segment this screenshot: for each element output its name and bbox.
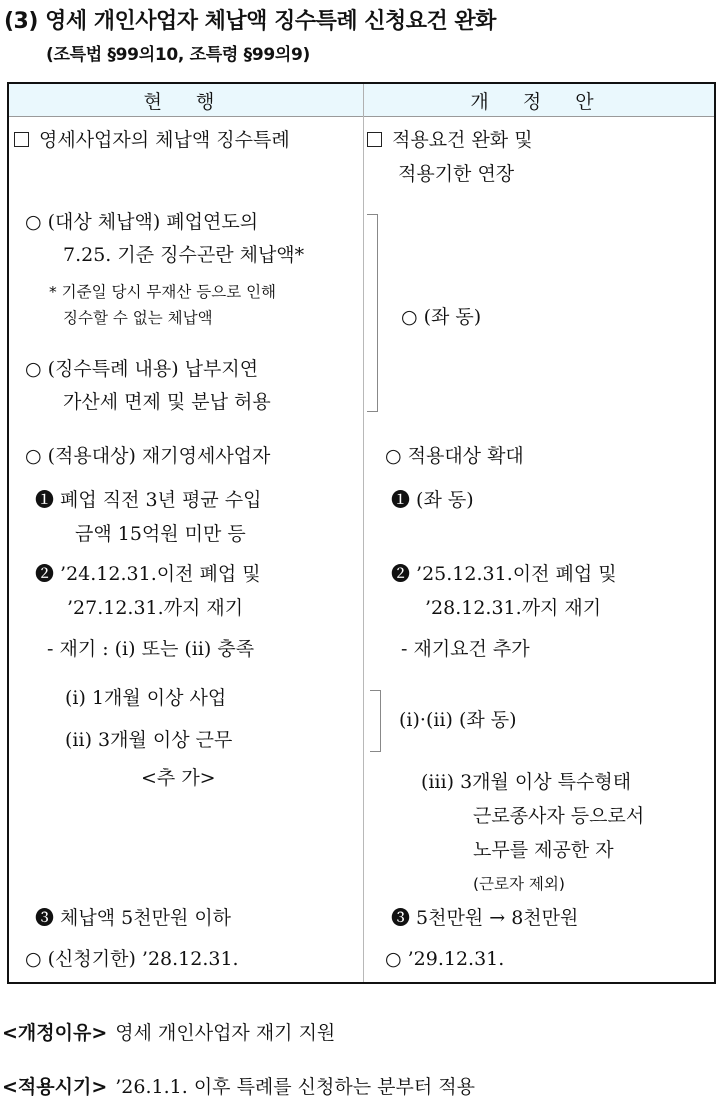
current-eligibility: ○ (적용대상) 재기영세사업자 <box>25 445 271 467</box>
column-divider <box>363 116 364 982</box>
current-target-note2: 징수할 수 없는 체납액 <box>63 309 213 327</box>
reason-line <box>2 1018 335 1045</box>
current-target-note1: * 기준일 당시 무재산 등으로 인해 <box>49 283 277 301</box>
current-item1-line2: 금액 15억원 미만 등 <box>75 523 246 545</box>
grouping-bracket <box>367 214 378 412</box>
current-deadline: ○ (신청기한) ’28.12.31. <box>25 948 239 970</box>
proposed-item2-line2: ’28.12.31.까지 재기 <box>425 597 602 619</box>
checkbox-square-icon <box>367 132 382 147</box>
law-reference: (조특법 §99의10, 조특령 §99의9) <box>46 45 311 65</box>
current-heading: 영세사업자의 체납액 징수특례 <box>14 130 290 151</box>
current-added: <추 가> <box>141 767 216 789</box>
proposed-cond-iii-line1: (ⅲ) 3개월 이상 특수형태 <box>421 771 632 793</box>
effective-line <box>2 1072 475 1099</box>
proposed-eligibility: ○ 적용대상 확대 <box>385 445 524 467</box>
reason-label: <개정이유> <box>2 1022 108 1044</box>
current-target-line1: ○ (대상 체납액) 폐업연도의 <box>25 211 259 233</box>
current-item2-line2: ’27.12.31.까지 재기 <box>67 597 244 619</box>
current-target-line2: 7.25. 기준 징수곤란 체납액* <box>63 244 305 266</box>
current-cond-i: (ⅰ) 1개월 이상 사업 <box>65 687 227 709</box>
proposed-cond-iii-line2: 근로종사자 등으로서 <box>473 805 645 827</box>
table-header <box>9 84 714 117</box>
proposed-heading-line2: 적용기한 연장 <box>398 163 515 185</box>
header-current: 현 행 <box>9 84 364 116</box>
proposed-item1: ❶ (좌 동) <box>391 489 474 511</box>
checkbox-square-icon <box>14 132 29 147</box>
reason-text: 영세 개인사업자 재기 지원 <box>115 1022 336 1044</box>
proposed-cond-iii-note: (근로자 제외) <box>473 875 565 893</box>
section-title: (3) 영세 개인사업자 체납액 징수특례 신청요건 완화 <box>4 9 496 34</box>
header-proposed: 개 정 안 <box>470 90 608 113</box>
proposed-deadline: ○ ’29.12.31. <box>385 948 505 970</box>
proposed-heading-line1: 적용요건 완화 및 <box>367 130 533 151</box>
current-special-line1: ○ (징수특례 내용) 납부지연 <box>25 358 259 380</box>
proposed-item3: ❸ 5천만원 → 8천만원 <box>391 907 579 929</box>
current-item3: ❸ 체납액 5천만원 이하 <box>35 907 232 929</box>
effective-text: ’26.1.1. 이후 특례를 신청하는 분부터 적용 <box>115 1076 475 1098</box>
effective-label: <적용시기> <box>2 1076 108 1098</box>
proposed-cond-same: (ⅰ)·(ⅱ) (좌 동) <box>399 709 517 731</box>
proposed-item2-line1: ❷ ’25.12.31.이전 폐업 및 <box>391 563 617 585</box>
comparison-table <box>7 82 716 984</box>
proposed-same1: ○ (좌 동) <box>401 306 482 328</box>
grouping-bracket <box>370 690 381 752</box>
current-item2-line1: ❷ ’24.12.31.이전 폐업 및 <box>35 563 261 585</box>
proposed-restart: - 재기요건 추가 <box>401 638 530 660</box>
current-item1-line1: ❶ 폐업 직전 3년 평균 수입 <box>35 489 262 511</box>
proposed-cond-iii-line3: 노무를 제공한 자 <box>473 839 614 861</box>
current-restart: - 재기 : (ⅰ) 또는 (ⅱ) 충족 <box>47 638 255 660</box>
current-special-line2: 가산세 면제 및 분납 허용 <box>63 391 271 413</box>
current-cond-ii: (ⅱ) 3개월 이상 근무 <box>65 729 233 751</box>
